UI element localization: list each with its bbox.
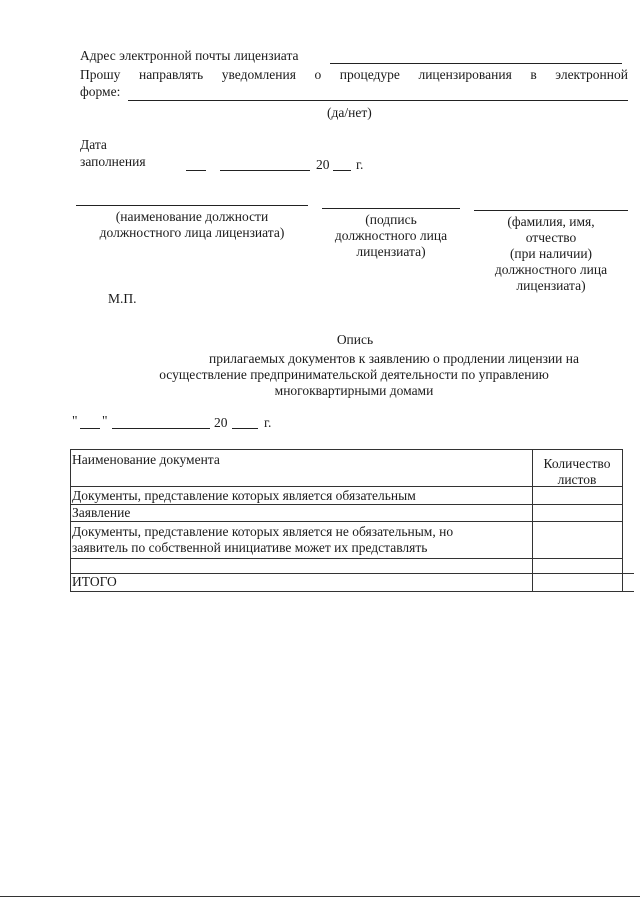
column-header-name: Наименование документа — [72, 452, 220, 467]
year-suffix: г. — [356, 157, 364, 172]
table-rule — [70, 558, 622, 559]
yes-no-hint: (да/нет) — [327, 105, 372, 120]
month-field-line[interactable] — [220, 170, 310, 171]
filled-label: заполнения — [80, 154, 146, 169]
table-rule — [70, 573, 634, 574]
year-prefix: 20 — [316, 157, 330, 172]
notify-request-text: Прошу направлять уведомления о процедуре лицензирования в электронной — [80, 67, 628, 82]
name-line[interactable] — [474, 210, 628, 211]
table-rule — [622, 449, 623, 591]
position-caption: (наименование должности должностного лица лицензиата) — [99, 209, 285, 240]
year-field-line[interactable] — [333, 170, 351, 171]
table-rule — [70, 449, 71, 591]
table-rule — [70, 591, 634, 592]
signature-caption: (подпись должностного лица лицензиата) — [334, 212, 448, 259]
table-rule — [70, 449, 622, 450]
inventory-year-suffix: г. — [264, 415, 272, 430]
table-rule — [70, 521, 622, 522]
inventory-date-close-quote: " — [102, 413, 108, 428]
table-row: Документы, представление которых является обязательным — [72, 488, 416, 503]
table-row: Заявление — [72, 505, 131, 520]
position-line[interactable] — [76, 205, 308, 206]
table-row: Документы, представление которых является не обязательным, но заявитель по собственной инициативе может их представлять — [72, 524, 454, 555]
inventory-subtitle: прилагаемых документов к заявлению о продлении лицензии на осуществление предпринимательской деятельности по управлению многоквартирными домами — [159, 351, 579, 398]
signature-line[interactable] — [322, 208, 460, 209]
inventory-day-line[interactable] — [80, 428, 100, 429]
inventory-year-line[interactable] — [232, 428, 258, 429]
inventory-date-open-quote: " — [72, 413, 78, 428]
column-header-count: Количество листов — [543, 456, 611, 487]
page-bottom-line — [0, 896, 640, 897]
notify-answer-line[interactable] — [128, 100, 628, 101]
table-row: ИТОГО — [72, 574, 117, 589]
name-caption: (фамилия, имя, отчество (при наличии) должностного лица лицензиата) — [494, 214, 608, 293]
inventory-month-line[interactable] — [112, 428, 210, 429]
email-label: Адрес электронной почты лицензиата — [80, 48, 299, 63]
day-field-line[interactable] — [186, 170, 206, 171]
notify-form-label: форме: — [80, 84, 121, 99]
date-label: Дата — [80, 137, 107, 152]
email-field-line[interactable] — [330, 63, 622, 64]
inventory-year-prefix: 20 — [214, 415, 228, 430]
stamp-label: М.П. — [108, 291, 137, 306]
table-rule — [70, 504, 622, 505]
inventory-title: Опись — [336, 332, 374, 347]
